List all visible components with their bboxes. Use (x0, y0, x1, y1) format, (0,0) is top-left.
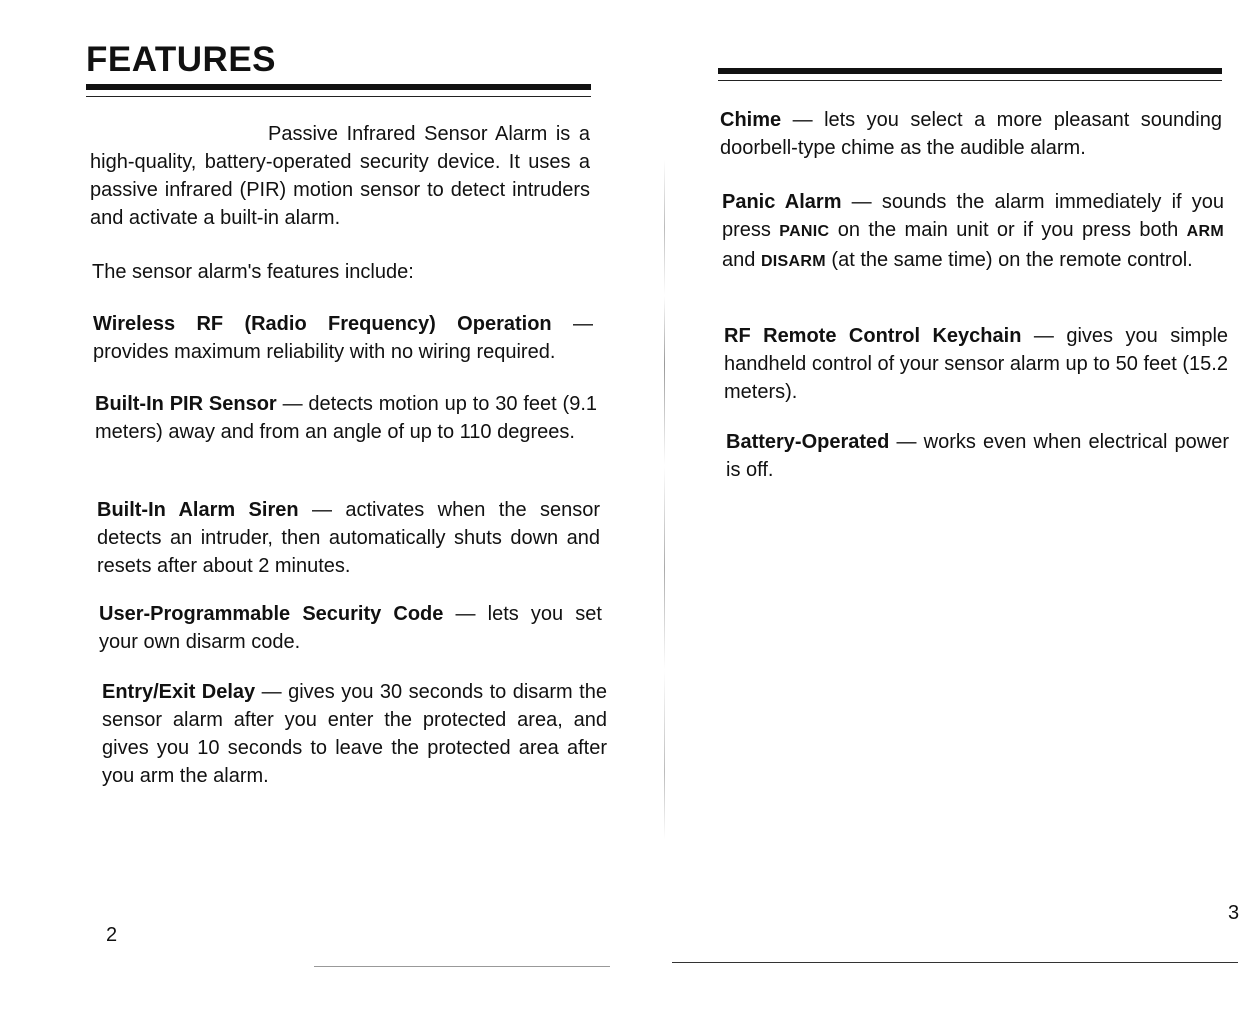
feature-name: Built-In PIR Sensor (95, 393, 277, 415)
feature-text: gives you 30 seconds to disarm the sensor alarm after you enter the protected area, and gives you 10 seconds to leave the protected area after you arm the alarm. (102, 681, 607, 787)
features-intro (92, 258, 592, 286)
feature-chime (720, 106, 1222, 162)
feature-text: lets you select a more pleasant sounding doorbell-type chime as the audible alarm. (720, 109, 1222, 159)
heading-rule-thin (86, 96, 591, 97)
feature-alarm-siren (97, 496, 600, 580)
feature-text: lets you set your own disarm code. (99, 603, 602, 653)
feature-pir-sensor (95, 390, 597, 446)
feature-text: detects motion up to 30 feet (9.1 meters) away and from an angle of up to 110 degrees. (95, 393, 598, 443)
feature-text: and (722, 249, 756, 271)
arm-key-label: ARM (1186, 223, 1224, 240)
footer-rule-right (672, 962, 1238, 963)
feature-name: Built-In Alarm Siren (97, 499, 299, 521)
feature-text: (at the same time) on the remote control. (831, 249, 1193, 271)
feature-text: works even when electrical power is off. (726, 431, 1229, 481)
intro-text: Passive Infrared Sensor Alarm is a high-quality, battery-operated security device. It uses a passive infrared (PIR) motion sensor to detect intruders and activate a built-in alarm. (90, 123, 590, 229)
em-dash: — (573, 313, 593, 335)
em-dash: — (311, 499, 332, 521)
em-dash: — (851, 191, 872, 213)
page-heading: FEATURES (86, 40, 277, 79)
em-dash: — (261, 681, 282, 703)
feature-text: gives you simple handheld control of your sensor alarm up to 50 feet (15.2 meters). (724, 325, 1229, 403)
feature-name: Wireless RF (Radio Frequency) Operation (93, 313, 552, 335)
panic-key-label: PANIC (779, 223, 830, 240)
feature-text: sounds the alarm immediately if you press (722, 191, 1224, 241)
right-page (640, 0, 1244, 1016)
feature-panic-alarm (722, 188, 1224, 276)
em-dash: — (896, 431, 917, 453)
feature-text: on the main unit or if you press both (837, 219, 1179, 241)
header-rule-thick (718, 68, 1222, 74)
feature-battery-operated (726, 428, 1229, 484)
feature-name: Entry/Exit Delay (102, 681, 256, 703)
em-dash: — (1033, 325, 1054, 347)
heading-rule-thick (86, 84, 591, 90)
feature-name: RF Remote Control Keychain (724, 325, 1022, 347)
disarm-key-label: DISARM (760, 253, 826, 270)
feature-name: User-Programmable Security Code (99, 603, 444, 625)
intro-paragraph (90, 120, 590, 232)
header-rule-thin (718, 80, 1222, 81)
feature-security-code (99, 600, 602, 656)
features-intro-text: The sensor alarm's features include: (92, 261, 414, 283)
em-dash: — (282, 393, 303, 415)
feature-name: Battery-Operated (726, 431, 890, 453)
feature-wireless-rf (93, 310, 593, 366)
feature-entry-exit-delay (102, 678, 607, 790)
feature-name: Panic Alarm (722, 191, 842, 213)
em-dash: — (792, 109, 813, 131)
page-number-right: 3 (1228, 902, 1240, 924)
em-dash: — (455, 603, 476, 625)
feature-name: Chime (720, 109, 782, 131)
feature-text: activates when the sensor detects an intruder, then automatically shuts down and resets after about 2 minutes. (97, 499, 600, 577)
footer-rule-left (314, 966, 610, 967)
feature-remote-keychain (724, 322, 1228, 406)
feature-text: provides maximum reliability with no wiring required. (93, 341, 556, 363)
page-number-left: 2 (106, 924, 118, 946)
